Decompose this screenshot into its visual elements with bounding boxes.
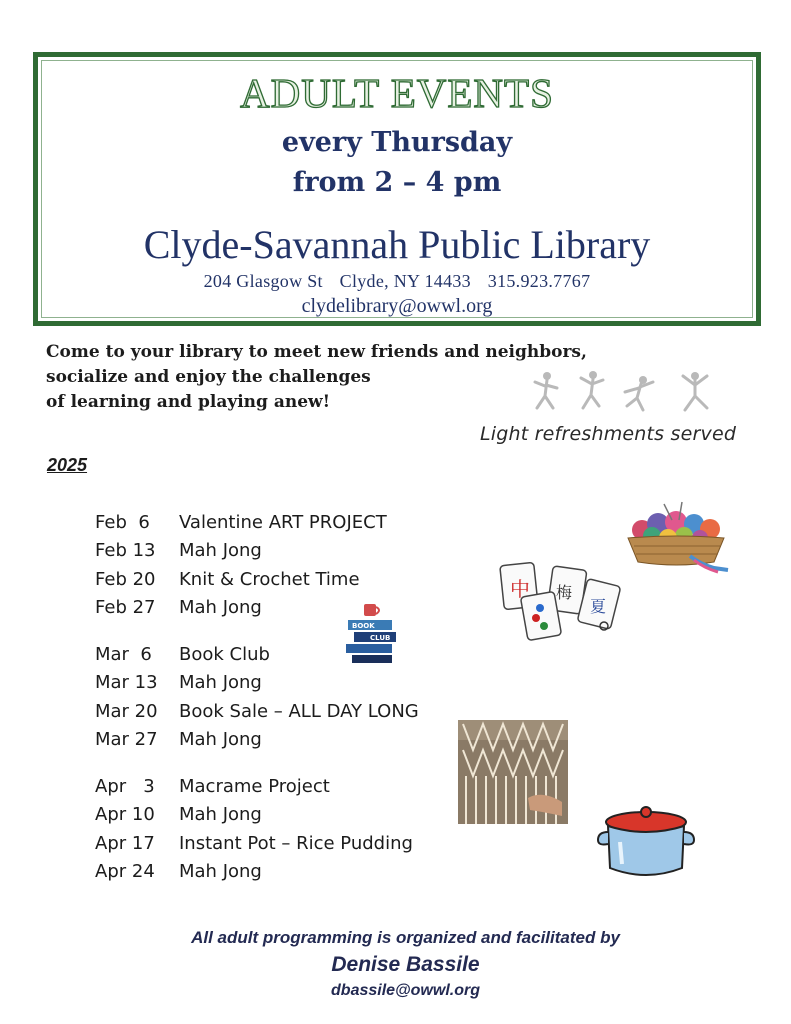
event-title: Mah Jong xyxy=(179,729,262,751)
event-date: Mar 20 xyxy=(95,700,158,722)
event-row xyxy=(95,858,475,887)
event-row xyxy=(95,829,475,858)
event-date: Mar 13 xyxy=(95,672,158,694)
event-row xyxy=(95,508,475,537)
schedule-day: every Thursday xyxy=(281,127,513,158)
mahjong-tile-summer: 夏 xyxy=(590,597,607,616)
event-date: Apr 10 xyxy=(95,804,155,826)
refreshments-note: Light refreshments served xyxy=(480,423,737,445)
library-address xyxy=(38,271,756,292)
book-club-icon xyxy=(344,602,400,664)
facilitator-note: All adult programming is organized and facilitated by xyxy=(191,928,620,947)
event-date: Feb 20 xyxy=(95,568,156,590)
event-row xyxy=(95,594,475,623)
street-address: 204 Glasgow St xyxy=(203,271,323,291)
header-box xyxy=(33,52,761,326)
event-row xyxy=(95,697,475,726)
phone-number: 315.923.7767 xyxy=(487,271,591,291)
facilitator-email: dbassile@owwl.org xyxy=(331,982,480,999)
event-date: Feb 6 xyxy=(95,511,150,533)
event-date: Apr 3 xyxy=(95,775,155,797)
event-title: Book Club xyxy=(179,643,270,665)
event-row xyxy=(95,726,475,755)
event-row xyxy=(95,801,475,830)
mahjong-tile-plum: 梅 xyxy=(556,583,573,602)
intro-line-1: Come to your library to meet new friends and neighbors, xyxy=(46,342,587,362)
event-date: Feb 27 xyxy=(95,597,156,619)
facilitator-name: Denise Bassile xyxy=(331,953,480,976)
schedule-time: from 2 – 4 pm xyxy=(292,167,502,198)
event-row xyxy=(95,640,475,669)
book-badge-line2: CLUB xyxy=(370,634,391,642)
mahjong-tile-red: 中 xyxy=(510,577,530,601)
event-title: Knit & Crochet Time xyxy=(179,568,360,590)
event-row xyxy=(95,565,475,594)
book-badge-line1: BOOK xyxy=(352,622,375,630)
event-title: Book Sale – ALL DAY LONG xyxy=(179,700,419,722)
february-events xyxy=(95,508,475,622)
macrame-photo xyxy=(458,720,568,824)
mahjong-tiles-icon xyxy=(498,560,626,652)
event-row xyxy=(95,772,475,801)
city-state-zip: Clyde, NY 14433 xyxy=(339,271,471,291)
event-title: Mah Jong xyxy=(179,540,262,562)
year-heading: 2025 xyxy=(47,455,88,475)
march-events xyxy=(95,640,475,754)
event-row xyxy=(95,537,475,566)
event-title: Macrame Project xyxy=(179,775,330,797)
library-email: clydelibrary@owwl.org xyxy=(301,295,493,317)
event-title: Mah Jong xyxy=(179,861,262,883)
intro-line-2: socialize and enjoy the challenges xyxy=(46,367,371,387)
intro-line-3: of learning and playing anew! xyxy=(46,392,331,412)
event-title: Valentine ART PROJECT xyxy=(179,511,387,533)
event-row xyxy=(95,669,475,698)
library-name: Clyde-Savannah Public Library xyxy=(143,222,651,267)
event-date: Mar 6 xyxy=(95,643,152,665)
april-events xyxy=(95,772,475,886)
dancing-people-icon xyxy=(525,368,725,416)
event-title: Instant Pot – Rice Pudding xyxy=(179,832,413,854)
yarn-basket-icon xyxy=(624,498,730,578)
event-title: Mah Jong xyxy=(179,804,262,826)
event-date: Apr 17 xyxy=(95,832,155,854)
cooking-pot-icon xyxy=(596,802,696,882)
event-date: Mar 27 xyxy=(95,729,158,751)
event-date: Apr 24 xyxy=(95,861,155,883)
event-title: Mah Jong xyxy=(179,597,262,619)
flyer-title: ADULT EVENTS xyxy=(240,70,554,116)
event-title: Mah Jong xyxy=(179,672,262,694)
event-date: Feb 13 xyxy=(95,540,156,562)
event-schedule xyxy=(95,508,475,904)
